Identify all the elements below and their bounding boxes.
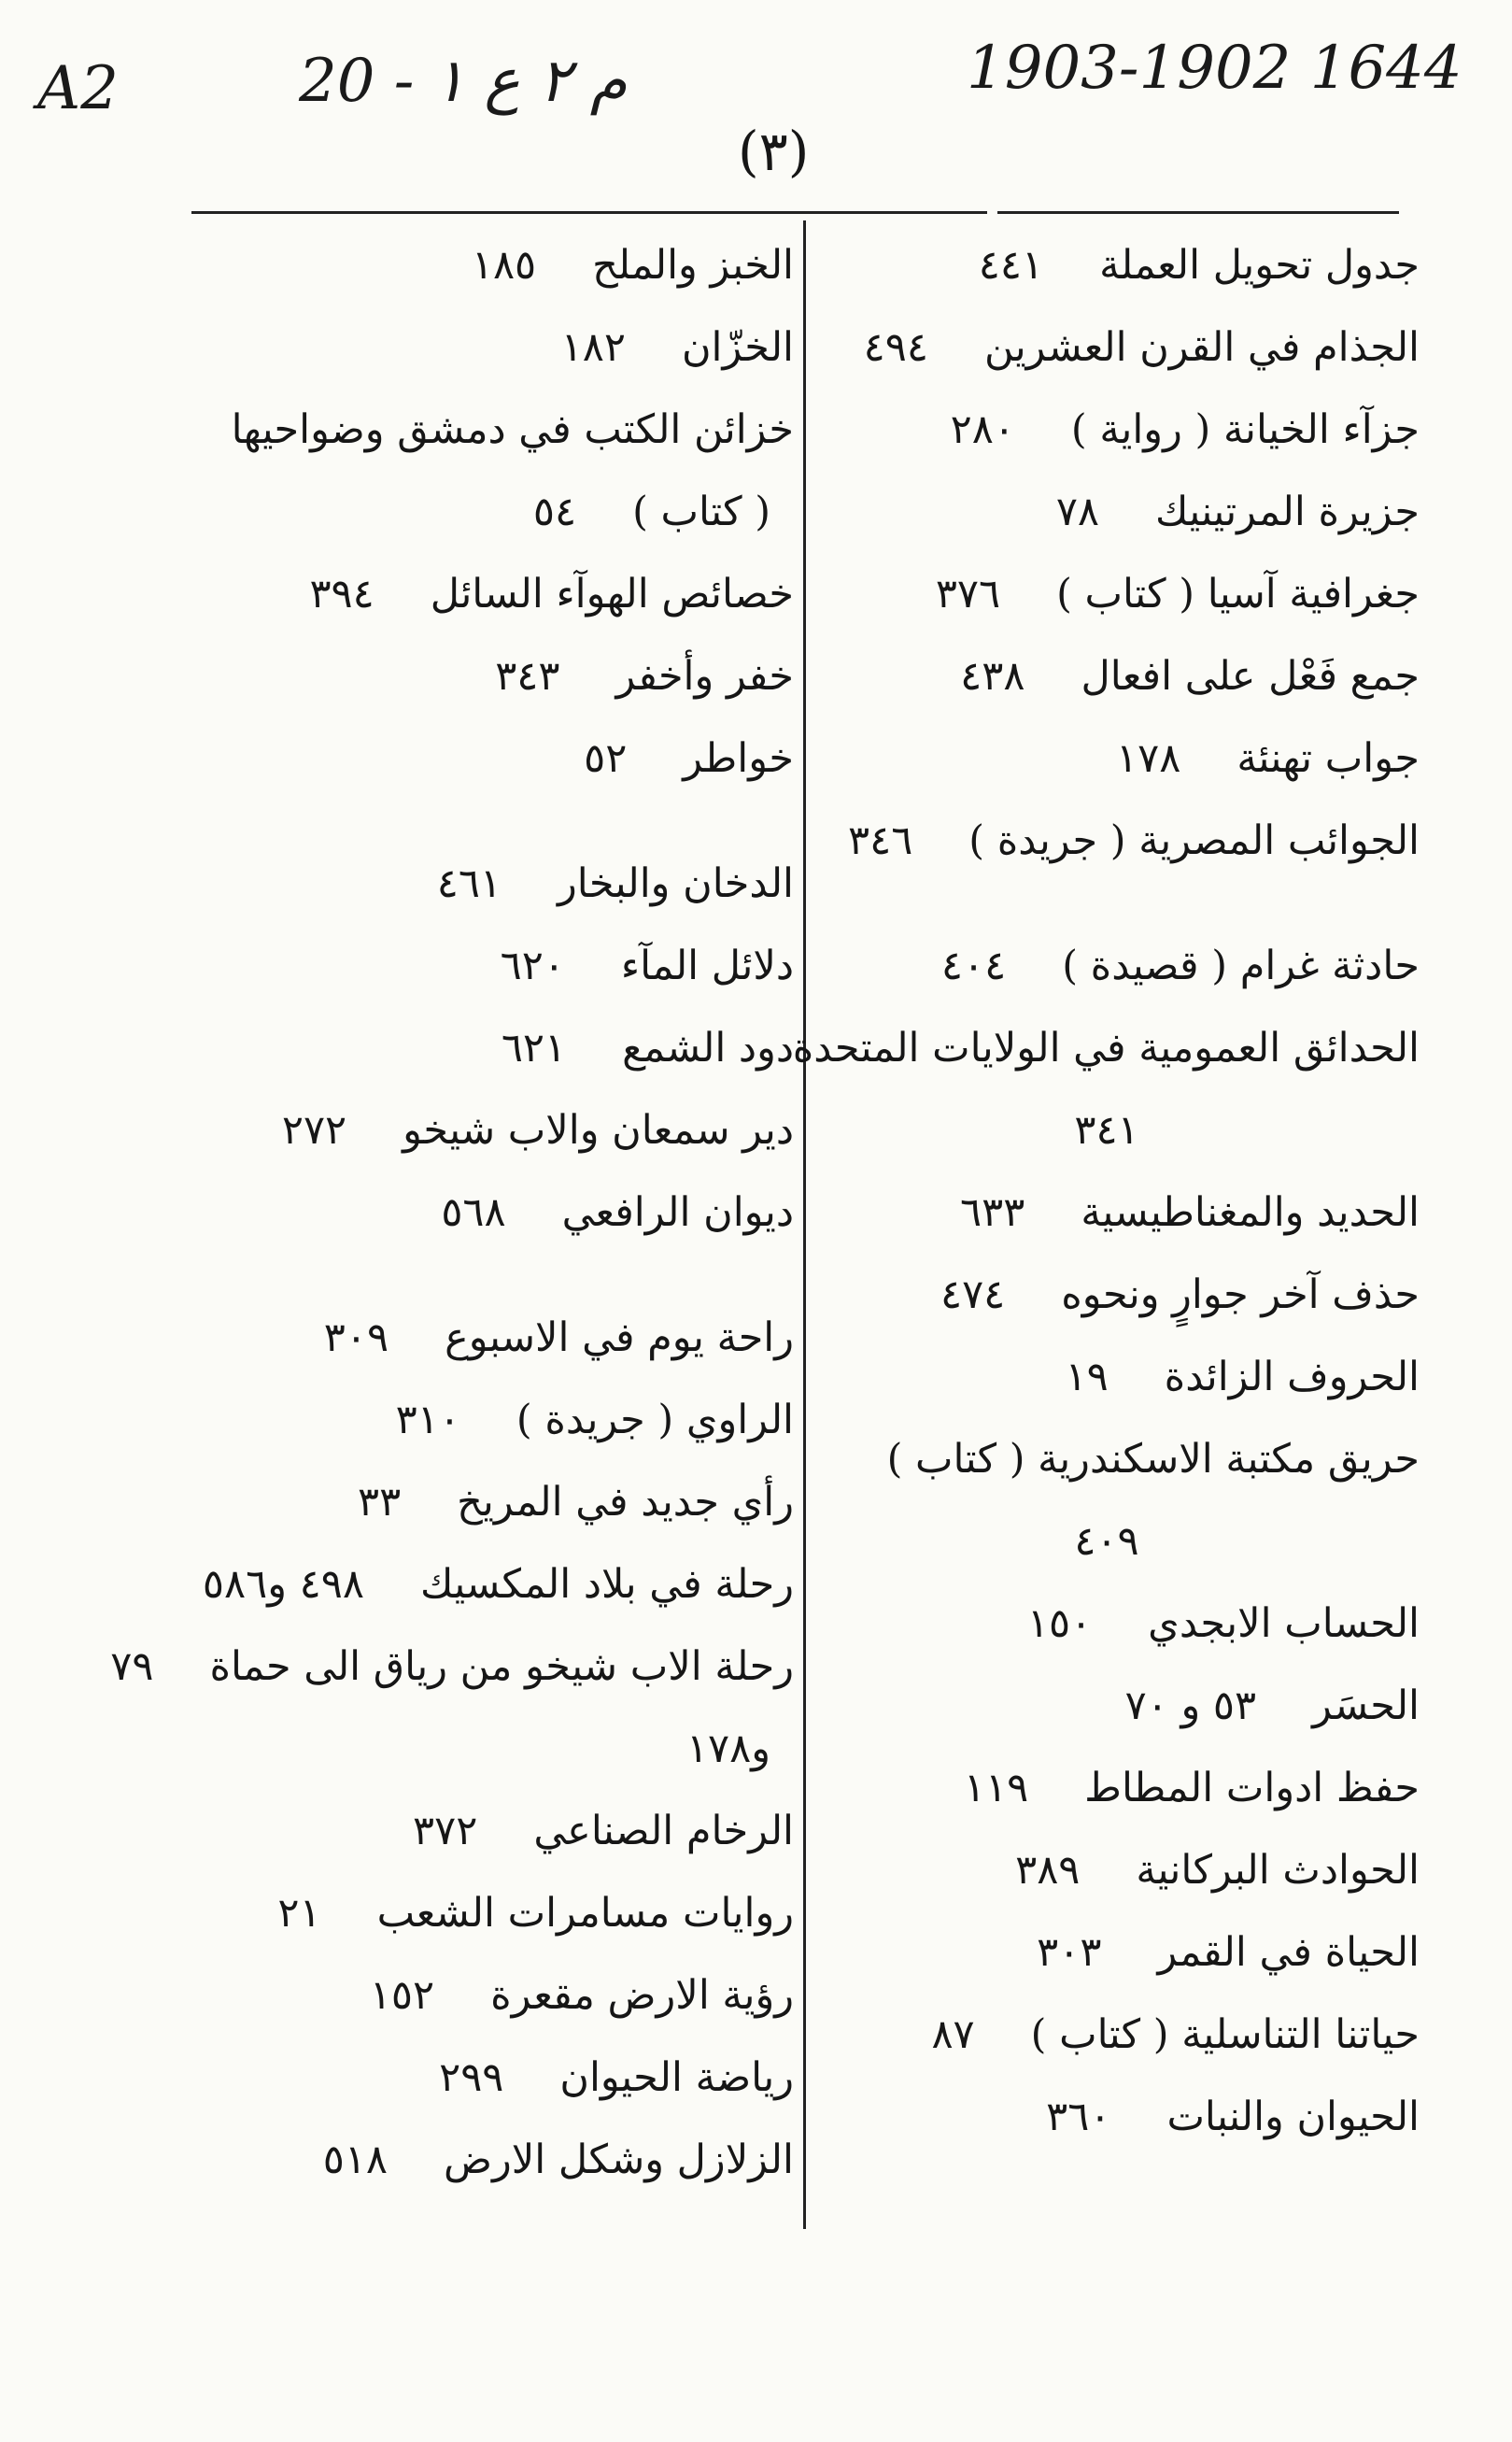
entry-page-number: ٣٤١ (1074, 1107, 1139, 1154)
entry-page-number: ١٥٠ (1026, 1600, 1093, 1647)
entry-title: خصائص الهوآء السائل (430, 571, 794, 618)
index-column-right (792, 224, 1420, 2158)
column-divider (803, 220, 806, 2229)
entry-title: دير سمعان والاب شيخو (403, 1107, 794, 1154)
entry-page-number: ٤٩٨ و٥٨٦ (202, 1561, 364, 1608)
entry-title: جدول تحويل العملة (1099, 242, 1420, 289)
entry-page-number: ٤٧٤ (940, 1271, 1006, 1318)
entry-title: جزآء الخيانة ( رواية ) (1070, 406, 1420, 453)
entry-title: حذف آخر جوارٍ ونحوه (1061, 1271, 1420, 1318)
entry-title: الحديد والمغناطيسية (1081, 1189, 1420, 1236)
entry-page-number: ٥١٨ (322, 2137, 389, 2183)
index-entry (187, 471, 794, 553)
entry-page-number: ٨٧ (931, 2011, 975, 2058)
entry-title: حريق مكتبة الاسكندرية ( كتاب ) (886, 1436, 1420, 1483)
index-column-left (110, 224, 794, 2201)
entry-title: الحوادث البركانية (1136, 1847, 1420, 1894)
entry-title: و١٧٨ (685, 1725, 770, 1772)
entry-title: دود الشمع (622, 1025, 794, 1072)
entry-title: جواب تهنئة (1236, 735, 1420, 782)
index-entry (187, 2119, 794, 2201)
entry-page-number: ٣٧٢ (413, 1808, 478, 1854)
entry-title: الحيوان والنبات (1166, 2094, 1420, 2140)
entry-title: الحدائق العمومية في الولايات المتحدة (792, 1025, 1420, 1072)
entry-title: خفر وأخفر (615, 653, 794, 700)
entry-page-number: ٢٩٩ (439, 2054, 504, 2101)
index-entry (817, 1171, 1420, 1254)
entry-page-number: ٣٣ (357, 1479, 402, 1526)
index-entry (792, 1007, 1420, 1089)
index-entry (817, 1418, 1420, 1500)
entry-title: الرخام الصناعي (533, 1808, 794, 1854)
index-entry (817, 2076, 1420, 2158)
entry-page-number: ٤٣٨ (960, 653, 1025, 700)
entry-title: حياتنا التناسلية ( كتاب ) (1030, 2011, 1420, 2058)
entry-page-number: ٣٤٣ (495, 653, 560, 700)
entry-title: راحة يوم في الاسبوع (445, 1314, 794, 1361)
entry-page-number: ٥٢ (584, 735, 628, 782)
entry-title: جغرافية آسيا ( كتاب ) (1056, 571, 1420, 618)
handwritten-note-middle: م ٢ ع ١ - 20 (299, 47, 628, 116)
index-entry (187, 306, 794, 389)
index-entry (817, 389, 1420, 471)
index-entry (187, 635, 794, 717)
entry-title: الزلازل وشكل الارض (444, 2137, 794, 2183)
entry-title: روايات مسامرات الشعب (376, 1890, 794, 1937)
entry-title: الخزّان (681, 324, 794, 371)
header-rule-right (997, 211, 1399, 214)
entry-title: رؤية الارض مقعرة (490, 1972, 794, 2019)
index-entry (817, 224, 1420, 306)
index-entry (110, 1626, 794, 1708)
entry-title: ( كتاب ) (632, 489, 770, 535)
index-entry (817, 1994, 1420, 2076)
index-entry (817, 1336, 1420, 1418)
entry-page-number: ١٩ (1065, 1354, 1109, 1400)
entry-title: الخبز والملح (592, 242, 794, 289)
index-entry (187, 224, 794, 306)
index-entry (817, 306, 1420, 389)
entry-page-number: ٢٨٠ (950, 406, 1015, 453)
index-entry (817, 635, 1420, 717)
entry-page-number: ٣٦٠ (1046, 2094, 1111, 2140)
index-entry (187, 843, 794, 925)
entry-page-number: ٣٩٤ (309, 571, 374, 618)
entry-page-number: ١٨٥ (471, 242, 537, 289)
entry-page-number: ٦٢٠ (500, 943, 565, 989)
index-entry (187, 1954, 794, 2037)
entry-page-number: ٢٧٢ (281, 1107, 347, 1154)
index-entry (187, 1379, 794, 1461)
entry-title: ديوان الرافعي (561, 1189, 794, 1236)
entry-title: جمع فَعْل على افعال (1081, 653, 1420, 700)
index-entry (187, 1089, 794, 1171)
index-entry (187, 1297, 794, 1379)
entry-title: الحروف الزائدة (1164, 1354, 1420, 1400)
entry-title: الحياة في القمر (1157, 1929, 1420, 1976)
entry-page-number: ٣٤٦ (848, 817, 913, 864)
index-entry (187, 553, 794, 635)
entry-page-number: ٥٣ و ٧٠ (1124, 1682, 1257, 1729)
index-entry (817, 1911, 1420, 1994)
entry-page-number: ٧٨ (1055, 489, 1100, 535)
index-entry (187, 1790, 794, 1872)
index-entry (187, 389, 794, 471)
index-entry (817, 717, 1420, 800)
index-entry (187, 1708, 794, 1790)
entry-title: الجذام في القرن العشرين (983, 324, 1420, 371)
entry-title: رياضة الحيوان (559, 2054, 794, 2101)
handwritten-note-right: 1903-1902 1644 (967, 34, 1463, 103)
entry-title: خواطر (683, 735, 794, 782)
index-entry (817, 800, 1420, 882)
index-entry (187, 1461, 794, 1543)
entry-page-number: ٤٦١ (436, 860, 502, 907)
entry-page-number: ١٥٢ (369, 1972, 435, 2019)
entry-title: رأي جديد في المريخ (457, 1479, 794, 1526)
entry-title: حادثة غرام ( قصيدة ) (1062, 943, 1420, 989)
index-entry (187, 1171, 794, 1254)
index-entry (817, 1583, 1420, 1665)
entry-page-number: ٢١ (277, 1890, 321, 1937)
index-entry (817, 1665, 1420, 1747)
entry-page-number: ٦٣٣ (960, 1189, 1025, 1236)
index-entry (817, 1254, 1420, 1336)
header-rule-left (191, 211, 987, 214)
entry-page-number: ١١٩ (963, 1765, 1029, 1811)
index-entry (187, 1872, 794, 1954)
entry-title: الحساب الابجدي (1148, 1600, 1420, 1647)
entry-title: حفظ ادوات المطاط (1084, 1765, 1420, 1811)
index-entry (187, 925, 794, 1007)
entry-title: دلائل المآء (620, 943, 794, 989)
index-entry (817, 553, 1420, 635)
entry-page-number: ٣٨٩ (1015, 1847, 1081, 1894)
index-entry (817, 1747, 1420, 1829)
index-entry (817, 1089, 1420, 1171)
index-entry (817, 1500, 1420, 1583)
entry-title: الدخان والبخار (558, 860, 794, 907)
index-entry (817, 471, 1420, 553)
entry-page-number: ٤٩٤ (863, 324, 928, 371)
entry-title: رحلة في بلاد المكسيك (419, 1561, 794, 1608)
entry-page-number: ٣٠٣ (1037, 1929, 1102, 1976)
entry-page-number: ٥٤ (532, 489, 577, 535)
index-entry (187, 717, 794, 800)
entry-page-number: ٣٠٩ (323, 1314, 389, 1361)
entry-title: الجوائب المصرية ( جريدة ) (968, 817, 1420, 864)
entry-page-number: ٣٧٦ (935, 571, 1001, 618)
entry-page-number: ٤٤١ (978, 242, 1044, 289)
entry-page-number: ٣١٠ (395, 1397, 460, 1443)
entry-page-number: ٧٩ (110, 1643, 154, 1690)
entry-page-number: ١٨٢ (560, 324, 626, 371)
entry-page-number: ٦٢١ (501, 1025, 567, 1072)
entry-title: رحلة الاب شيخو من رياق الى حماة (209, 1643, 794, 1690)
handwritten-note-left: A2 (37, 54, 119, 123)
entry-title: خزائن الكتب في دمشق وضواحيها (231, 406, 794, 453)
entry-page-number: ٥٦٨ (441, 1189, 506, 1236)
entry-page-number: ٤٠٩ (1074, 1518, 1139, 1565)
entry-title: جزيرة المرتينيك (1155, 489, 1420, 535)
index-entry (187, 2037, 794, 2119)
index-entry (187, 1543, 794, 1626)
page-number: (٣) (738, 120, 810, 183)
entry-title: الحسَر (1312, 1682, 1420, 1729)
index-entry (187, 1007, 794, 1089)
index-entry (817, 1829, 1420, 1911)
entry-title: الراوي ( جريدة ) (516, 1397, 794, 1443)
index-entry (817, 925, 1420, 1007)
entry-page-number: ١٧٨ (1116, 735, 1181, 782)
entry-page-number: ٤٠٤ (940, 943, 1007, 989)
